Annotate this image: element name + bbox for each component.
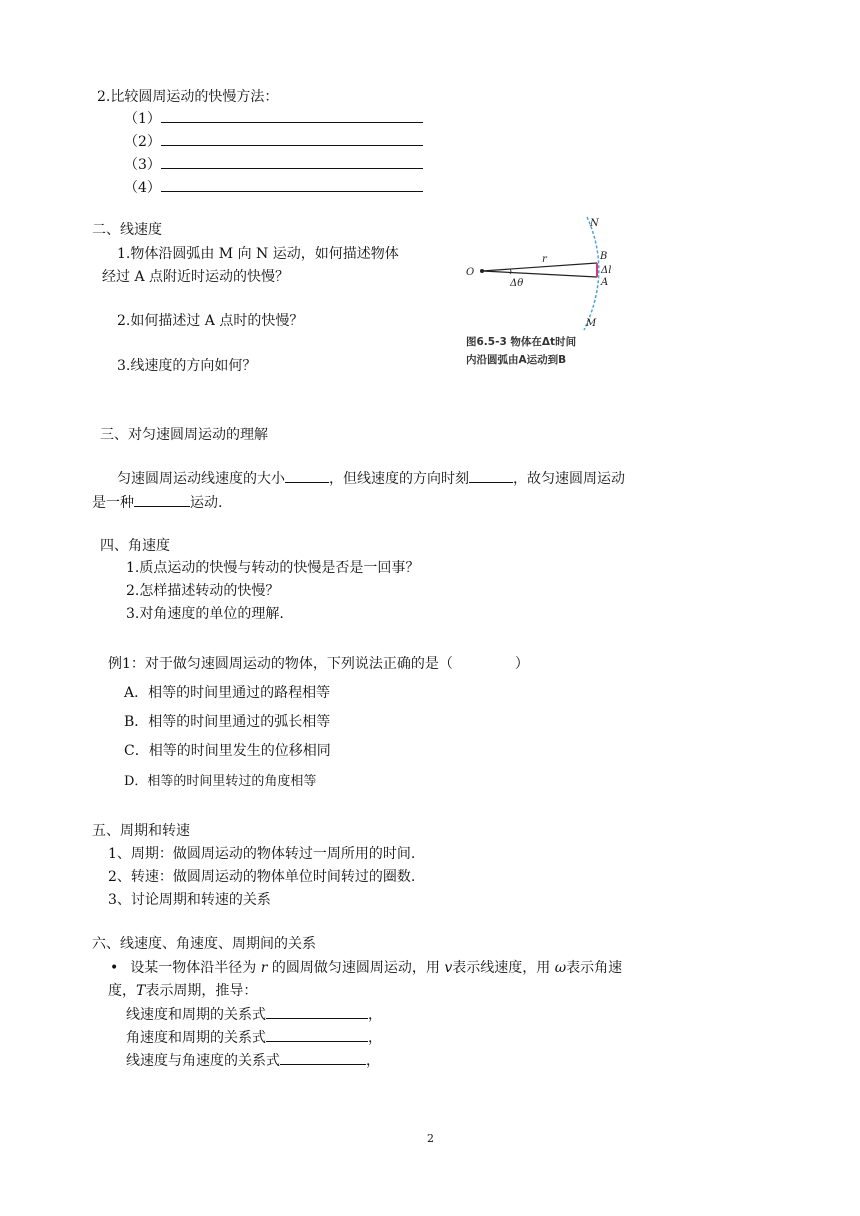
question-text: 例1：对于做匀速圆周运动的物体，下列说法正确的是（ — [108, 656, 453, 672]
relation-label: 线速度和周期的关系式 — [126, 1007, 266, 1023]
example-question — [108, 653, 529, 673]
question-2-1-line2: 经过 A 点附近时运动的快慢？ — [102, 269, 290, 285]
label-delta-theta: Δθ — [510, 278, 524, 289]
label-r: r — [542, 254, 547, 265]
answer-line — [469, 470, 513, 483]
answer-line — [266, 1006, 368, 1019]
figure-caption-line1: 图6.5-3 物体在Δt时间 — [466, 336, 577, 348]
text-fragment: 设某一物体沿半径为 — [130, 960, 261, 976]
option-d: D．相等的时间里转过的角度相等 — [124, 774, 317, 789]
text-fragment: 表示周期，推导： — [145, 983, 258, 999]
option-c: C．相等的时间里发生的位移相同 — [124, 743, 331, 759]
blank-item-3 — [124, 154, 423, 174]
point-o — [480, 269, 484, 273]
label-b: B — [600, 251, 608, 262]
option-a: A．相等的时间里通过的路程相等 — [124, 685, 331, 701]
text-fragment: ，但线速度的方向时刻 — [329, 471, 469, 487]
relation-label: 角速度和周期的关系式 — [126, 1030, 266, 1046]
figure-arc-motion — [462, 212, 622, 372]
answer-line — [285, 470, 329, 483]
text-fragment: 匀速圆周运动线速度的大小 — [117, 471, 285, 487]
label-delta-l: Δl — [601, 265, 612, 276]
section-4-item-1: 1.质点运动的快慢与转动的快慢是否是一回事？ — [126, 560, 420, 576]
comma: ， — [368, 1030, 382, 1046]
label-n: N — [590, 218, 599, 229]
answer-line — [161, 156, 423, 169]
section-1-heading: 2.比较圆周运动的快慢方法： — [97, 89, 279, 105]
answer-line — [161, 133, 423, 146]
relation-2 — [126, 1027, 382, 1047]
relation-3 — [126, 1050, 380, 1070]
blank-item-2 — [124, 131, 423, 151]
bullet: • — [110, 960, 119, 976]
blank-item-1 — [124, 108, 423, 128]
radius-line-oa — [482, 271, 597, 277]
relation-1 — [126, 1004, 382, 1024]
question-2-3: 3.线速度的方向如何？ — [117, 358, 257, 374]
radius-line-ob — [482, 263, 597, 271]
section-6-bullet-line1 — [110, 957, 622, 977]
section-5-item-3: 3、讨论周期和转速的关系 — [108, 892, 271, 908]
angle-mark — [510, 269, 511, 274]
comma: ， — [368, 1007, 382, 1023]
variable-t: T — [136, 983, 146, 999]
fill-blank-line-1 — [117, 468, 625, 488]
text-fragment: 运动. — [190, 495, 223, 511]
label-a: A — [601, 277, 609, 288]
close-paren: ） — [514, 656, 529, 672]
comma: ， — [366, 1053, 380, 1069]
variable-omega: ω — [554, 960, 567, 976]
variable-v: v — [444, 960, 453, 976]
text-fragment: 表示线速度，用 — [452, 960, 555, 976]
figure-diagram — [462, 212, 622, 332]
answer-line — [280, 1052, 366, 1065]
section-4-heading: 四、角速度 — [100, 538, 170, 554]
answer-line — [134, 494, 190, 507]
section-5-item-2: 2、转速：做圆周运动的物体单位时间转过的圈数. — [108, 869, 416, 885]
section-3-heading: 三、对匀速圆周运动的理解 — [100, 427, 268, 443]
label-o: O — [466, 267, 475, 278]
section-4-item-2: 2.怎样描述转动的快慢？ — [126, 583, 280, 599]
blank-item-label: （1） — [124, 111, 161, 127]
answer-line — [161, 179, 423, 192]
blank-item-4 — [124, 177, 423, 197]
variable-r: r — [260, 960, 268, 976]
fill-blank-line-2 — [92, 492, 222, 512]
page-number: 2 — [427, 1132, 434, 1145]
option-b: B．相等的时间里通过的弧长相等 — [124, 714, 331, 730]
text-fragment: 度， — [108, 983, 136, 999]
text-fragment: 表示角速 — [566, 960, 623, 976]
label-m: M — [586, 318, 597, 329]
section-6-bullet-line2 — [108, 980, 257, 1000]
answer-line — [266, 1029, 368, 1042]
section-4-item-3: 3.对角速度的单位的理解. — [126, 606, 284, 622]
section-5-item-1: 1、周期：做圆周运动的物体转过一周所用的时间. — [108, 846, 416, 862]
text-fragment: 的圆周做匀速圆周运动，用 — [267, 960, 445, 976]
blank-item-label: （2） — [124, 134, 161, 150]
relation-label: 线速度与角速度的关系式 — [126, 1053, 280, 1069]
question-2-2: 2.如何描述过 A 点时的快慢？ — [117, 313, 304, 329]
text-fragment: 是一种 — [92, 495, 134, 511]
figure-caption-line2: 内沿圆弧由A运动到B — [466, 354, 567, 366]
section-5-heading: 五、周期和转速 — [92, 823, 190, 839]
section-6-heading: 六、线速度、角速度、周期间的关系 — [92, 936, 316, 952]
question-2-1-line1: 1.物体沿圆弧由 M 向 N 运动，如何描述物体 — [117, 246, 399, 262]
blank-item-label: （4） — [124, 180, 161, 196]
section-2-heading: 二、线速度 — [92, 222, 162, 238]
blank-item-label: （3） — [124, 157, 161, 173]
answer-line — [161, 110, 423, 123]
text-fragment: ，故匀速圆周运动 — [513, 471, 625, 487]
